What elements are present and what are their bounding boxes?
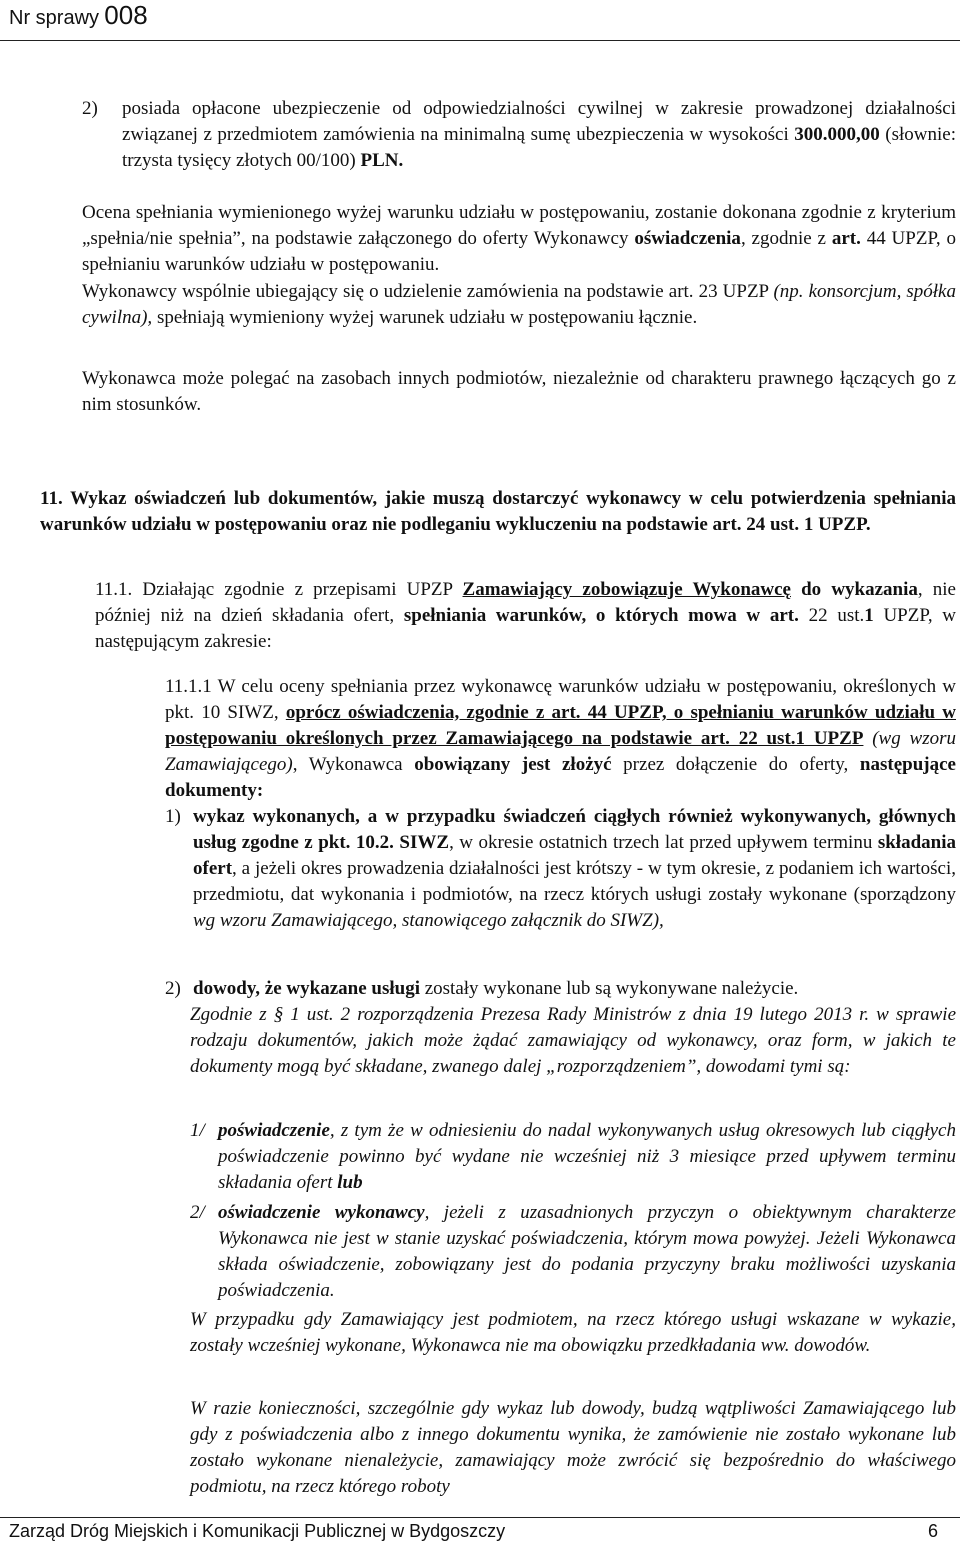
resources-paragraph: Wykonawca może polegać na zasobach innych podmiotów, niezależnie od charakteru prawnego łączących go z nim stosunków.	[82, 368, 956, 415]
joint-bidders-paragraph: Wykonawcy wspólnie ubiegający się o udzielenie zamówienia na podstawie art. 23 UPZP (np. konsorcjum, spółka cywilna), spełniają wymieniony wyżej warunek udziału w postępowaniu łącznie.	[82, 281, 956, 328]
list-number: 2)	[165, 978, 181, 999]
list-item-services-list: wykaz wykonanych, a w przypadku świadczeń ciągłych również wykonywanych, głównych usług zgodne z pkt. 10.2. SIWZ, w okresie ostatnich trzech lat przed upływem terminu składania ofert, a jeżeli okres prowadzenia działalności jest krótszy - w tym okresie, z podaniem ich wartości, przedmiotu, dat wykonania i podmiotów, na rzecz których usługi zostały wykonane (sporządzony wg wzoru Zamawiającego, stanowiącego załącznik do SIWZ),	[193, 806, 956, 931]
list-number: 1/	[190, 1120, 205, 1141]
list-number: 1)	[165, 806, 181, 827]
page-number: 6	[927, 1521, 938, 1541]
footer-organization: Zarząd Dróg Miejskich i Komunikacji Publicznej w Bydgoszczy	[9, 1521, 506, 1541]
footer-divider	[0, 1517, 960, 1518]
contractor-statement-paragraph: oświadczenie wykonawcy, jeżeli z uzasadnionych przyczyn o obiektywnym charakterze Wykonawca nie jest w stanie uzyskać poświadczenia, którym mowa powyżej. Jeżeli Wykonawca składa oświadczenie, zobowiązany jest do podania przyczyny braku możliwości uzyskania poświadczenia.	[218, 1202, 956, 1301]
page-header	[9, 0, 148, 31]
case-number-label: Nr sprawy	[9, 7, 100, 29]
regulation-paragraph: Zgodnie z § 1 ust. 2 rozporządzenia Prezesa Rady Ministrów z dnia 19 lutego 2013 r. w sprawie rodzaju dokumentów, jakich może żądać zamawiający od wykonawcy, oraz form, w jakich te dokumenty mogą być składane, zwanego dalej „rozporządzeniem”, dowodami tymi są:	[190, 1004, 956, 1077]
doubts-paragraph: W razie konieczności, szczególnie gdy wykaz lub dowody, budzą wątpliwości Zamawiającego lub gdy z poświadczenia albo z innego dokumentu wynika, że zamówienie nie zostało wykonane lub zostało wykonane nienależycie, zamawiający może zwrócić się bezpośrednio do właściwego podmiotu, na rzecz którego roboty	[190, 1398, 956, 1497]
case-number: 008	[104, 0, 148, 30]
section-11-1-paragraph: 11.1. Działając zgodnie z przepisami UPZP Zamawiający zobowiązuje Wykonawcę do wykazania, nie później niż na dzień składania ofert, spełniania warunków, o których mowa w art. 22 ust.1 UPZP, w następującym zakresie:	[95, 579, 956, 652]
insurance-paragraph: posiada opłacone ubezpieczenie od odpowiedzialności cywilnej w zakresie prowadzonej działalności związanej z przedmiotem zamówienia na minimalną sumę ubezpieczenia w wysokości 300.000,00 (słownie: trzysta tysięcy złotych 00/100) PLN.	[122, 98, 956, 171]
certificate-paragraph: poświadczenie, z tym że w odniesieniu do nadal wykonywanych usług okresowych lub ciągłych poświadczenie powinno być wydane nie wcześniej niż 3 miesiące przed upływem terminu składania ofert lub	[218, 1120, 956, 1193]
section-11-1-1-paragraph: 11.1.1 W celu oceny spełniania przez wykonawcę warunków udziału w postępowaniu, określonych w pkt. 10 SIWZ, oprócz oświadczenia, zgodnie z art. 44 UPZP, o spełnianiu warunków udziału w postępowaniu określonych przez Zamawiającego na podstawie art. 22 ust.1 UPZP (wg wzoru Zamawiającego), Wykonawca obowiązany jest złożyć przez dołączenie do oferty, następujące dokumenty:	[165, 676, 956, 801]
section-11-heading: 11. Wykaz oświadczeń lub dokumentów, jakie muszą dostarczyć wykonawcy w celu potwierdzenia spełniania warunków udziału w postępowaniu oraz nie podleganiu wykluczeniu na podstawie art. 24 ust. 1 UPZP.	[40, 488, 956, 535]
list-item-evidence: dowody, że wykazane usługi zostały wykonane lub są wykonywane należycie.	[193, 978, 799, 999]
list-number: 2)	[82, 98, 98, 119]
list-number: 2/	[190, 1202, 205, 1223]
assessment-paragraph: Ocena spełniania wymienionego wyżej warunku udziału w postępowaniu, zostanie dokonana zgodnie z kryterium „spełnia/nie spełnia”, na podstawie załączonego do oferty Wykonawcy oświadczenia, zgodnie z art. 44 UPZP, o spełnianiu warunków udziału w postępowaniu.	[82, 202, 957, 275]
ordering-party-paragraph: W przypadku gdy Zamawiający jest podmiotem, na rzecz którego usługi wskazane w wykazie, zostały wcześniej wykonane, Wykonawca nie ma obowiązku przedkładania ww. dowodów.	[190, 1309, 956, 1356]
header-divider	[0, 40, 960, 41]
